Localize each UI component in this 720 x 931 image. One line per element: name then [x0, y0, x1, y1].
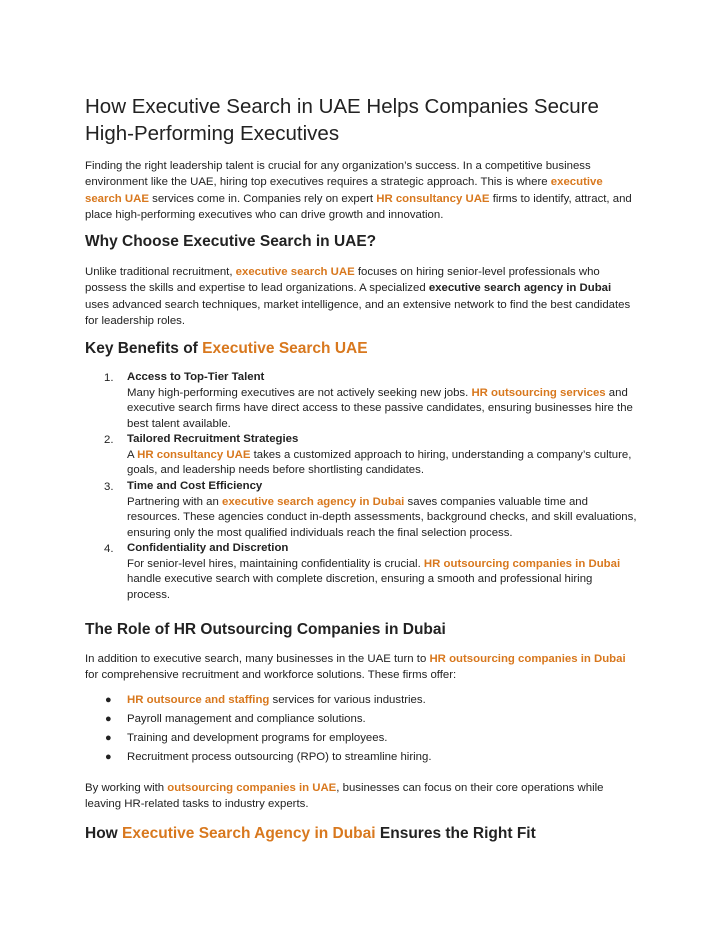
- role-paragraph: [85, 651, 635, 684]
- benefit-title: Access to Top-Tier Talent: [127, 371, 265, 383]
- benefit-text: and executive search firms have direct access to these passive candidates, ensuring businesses hire the best talent available.: [127, 386, 633, 430]
- benefit-item: [127, 541, 637, 603]
- benefit-text: Many high-performing executives are not actively seeking new jobs.: [127, 386, 472, 399]
- closing-text-1: By working with: [85, 782, 168, 794]
- closing-paragraph: [85, 780, 635, 813]
- link-hr-outsourcing-companies-dubai[interactable]: HR outsourcing companies in Dubai: [423, 557, 621, 570]
- link-hr-consultancy-uae-2[interactable]: HR consultancy UAE: [137, 448, 251, 461]
- link-hr-outsource-staffing[interactable]: HR outsource and staffing: [127, 694, 270, 706]
- why-text-3: uses advanced search techniques, market intelligence, and an extensive network to find the best candidates for leadership roles.: [85, 298, 631, 327]
- page-title: How Executive Search in UAE Helps Companies Secure High-Performing Executives: [85, 95, 599, 145]
- heading-key-benefits-text: Key Benefits of: [85, 340, 203, 357]
- why-text-1: Unlike traditional recruitment,: [85, 266, 236, 278]
- list-item-text: Training and development programs for employees.: [127, 732, 388, 744]
- benefit-title: Confidentiality and Discretion: [127, 542, 289, 554]
- benefit-item: [127, 479, 637, 541]
- heading-right-fit-post: Ensures the Right Fit: [375, 825, 536, 842]
- heading-key-benefits: [85, 339, 368, 359]
- role-text-2: for comprehensive recruitment and workforce solutions. These firms offer:: [85, 669, 457, 682]
- link-hr-consultancy-uae[interactable]: HR consultancy UAE: [376, 192, 490, 205]
- list-number: 1.: [104, 372, 114, 384]
- benefit-title: Time and Cost Efficiency: [127, 480, 263, 492]
- benefit-text: saves companies valuable time and resources. These agencies conduct in-depth assessments, background checks, and skill evaluations, ensuring only the most qualified individuals reach the final selection process.: [127, 495, 637, 539]
- list-number: 3.: [104, 481, 114, 493]
- list-item-text: services for various industries.: [269, 694, 426, 706]
- bullet-icon: ●: [105, 751, 112, 763]
- link-executive-search-agency-dubai[interactable]: executive search agency in Dubai: [221, 495, 405, 508]
- why-bold-agency: executive search agency in Dubai: [428, 282, 612, 295]
- benefit-text: For senior-level hires, maintaining confidentiality is crucial.: [127, 557, 424, 570]
- link-outsourcing-companies-uae[interactable]: outsourcing companies in UAE: [167, 782, 337, 794]
- bullet-icon: ●: [105, 713, 112, 725]
- list-item-text: Payroll management and compliance solutions.: [127, 713, 366, 725]
- intro-text-1: Finding the right leadership talent is crucial for any organization’s success. In a competitive business environment like the UAE, hiring top executives requires a strategic approach. This is where: [85, 160, 591, 189]
- bullet-icon: ●: [105, 732, 112, 744]
- link-executive-search-uae-2[interactable]: executive search UAE: [235, 266, 355, 278]
- heading-role-hr-outsourcing: The Role of HR Outsourcing Companies in Dubai: [85, 621, 446, 638]
- link-hr-outsourcing-services[interactable]: HR outsourcing services: [471, 386, 606, 399]
- list-item: [127, 710, 635, 729]
- role-text-1: In addition to executive search, many businesses in the UAE turn to: [85, 653, 430, 665]
- benefit-text: takes a customized approach to hiring, understanding a company’s culture, goals, and leadership needs before shortlisting candidates.: [127, 448, 632, 477]
- list-item-text: Recruitment process outsourcing (RPO) to streamline hiring.: [127, 751, 432, 763]
- list-item: [127, 729, 635, 748]
- link-executive-search-uae[interactable]: executive search UAE: [85, 176, 603, 205]
- list-item: [127, 748, 635, 767]
- heading-right-fit-pre: How: [85, 825, 123, 842]
- list-number: 4.: [104, 543, 114, 555]
- benefit-item: [127, 370, 637, 432]
- intro-text-3: firms to identify, attract, and place high-performing executives who can drive growth and innovation.: [85, 192, 632, 221]
- heading-right-fit: [85, 824, 536, 844]
- link-executive-search-agency-dubai-heading[interactable]: Executive Search Agency in Dubai: [122, 825, 376, 842]
- intro-paragraph: [85, 158, 635, 223]
- benefit-text: A: [127, 448, 138, 461]
- heading-why-choose: Why Choose Executive Search in UAE?: [85, 233, 377, 250]
- bullet-icon: ●: [105, 694, 112, 706]
- why-paragraph: [85, 264, 635, 329]
- list-number: 2.: [104, 434, 114, 446]
- intro-text-2: services come in. Companies rely on expert: [148, 192, 377, 205]
- benefit-item: [127, 432, 637, 479]
- list-item: [127, 691, 635, 710]
- benefit-title: Tailored Recruitment Strategies: [127, 433, 299, 445]
- why-text-2: focuses on hiring senior-level professionals who possess the skills and expertise to lead organizations. A specialized: [85, 266, 600, 295]
- benefit-text: Partnering with an: [127, 495, 222, 508]
- benefit-text: handle executive search with complete discretion, ensuring a smooth and professional hiring process.: [127, 573, 593, 601]
- closing-text-2: , businesses can focus on their core operations while leaving HR-related tasks to industry experts.: [85, 782, 604, 811]
- link-executive-search-uae-heading[interactable]: Executive Search UAE: [202, 340, 368, 357]
- link-hr-outsourcing-companies-dubai-2[interactable]: HR outsourcing companies in Dubai: [429, 653, 626, 665]
